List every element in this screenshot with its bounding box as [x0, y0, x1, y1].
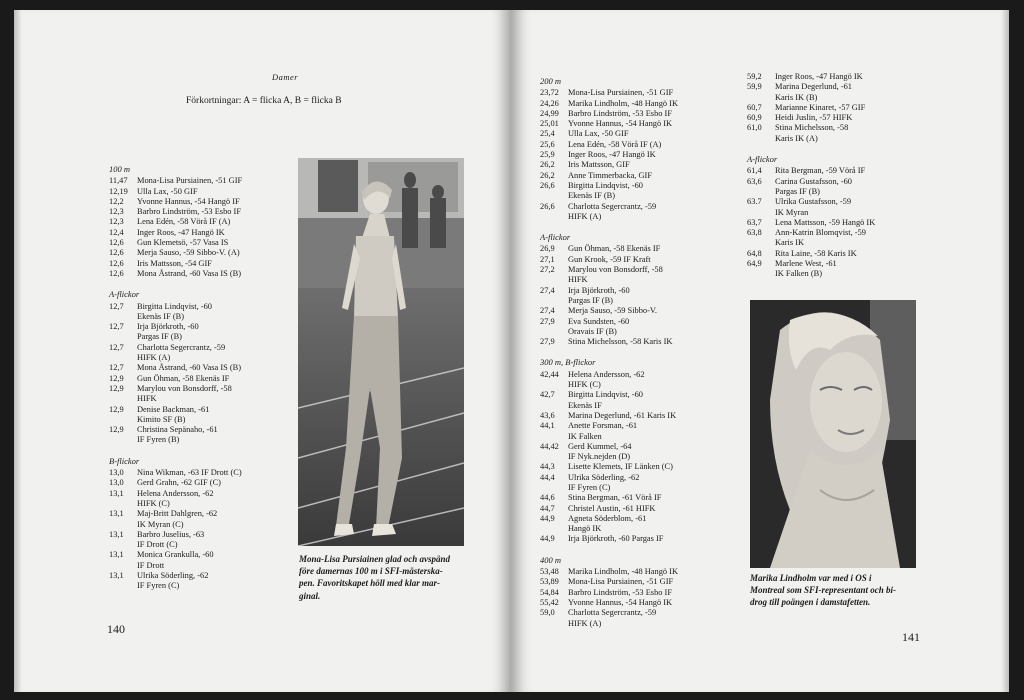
athlete-club-line: HIFK (A) [568, 618, 602, 628]
result-entry [109, 187, 299, 197]
result-entry [109, 343, 299, 353]
result-time: 24,99 [540, 108, 559, 118]
athlete-line: Charlotta Segercrantz, -59 [568, 201, 657, 211]
result-time: 63.7 [747, 197, 762, 207]
result-time: 53,48 [540, 567, 559, 577]
result-time: 13,1 [109, 570, 124, 580]
result-time: 12,9 [109, 425, 124, 435]
result-time: 44,7 [540, 503, 555, 513]
athlete-line: Maj-Britt Dahlgren, -62 [137, 509, 218, 519]
athlete-line: Barbro Lindström, -53 Esbo IF [137, 207, 241, 217]
right-results-column-2 [747, 72, 957, 290]
athlete-club-line: Kimito SF (B) [137, 414, 186, 424]
athlete-line: Carina Gustafsson, -60 [775, 176, 852, 186]
athlete-line: Birgitta Lindqvist, -60 [137, 301, 212, 311]
left-results-column [109, 164, 299, 602]
result-entry [747, 82, 957, 92]
result-time: 59,0 [540, 608, 555, 618]
result-entry [540, 181, 760, 191]
athlete-line: Yvonne Hannus, -54 Hangö IK [568, 119, 673, 129]
result-entry [540, 265, 760, 275]
result-time: 27,1 [540, 254, 555, 264]
result-time: 12,9 [109, 404, 124, 414]
result-entry [540, 202, 760, 212]
result-entry [109, 374, 299, 384]
result-time: 25,4 [540, 129, 555, 139]
result-entry [540, 588, 760, 598]
section-title: 300 m, B-flickor [540, 357, 596, 368]
athlete-club-line: Ekenäs IF (B) [568, 191, 615, 201]
result-entry [540, 171, 760, 181]
result-time: 60,9 [747, 113, 762, 123]
result-time: 13,0 [109, 468, 124, 478]
result-time: 13,1 [109, 550, 124, 560]
athlete-line: Ulla Lax, -50 GIF [568, 129, 629, 139]
athlete-line: Helena Andersson, -62 [568, 369, 645, 379]
athlete-club-line: IK Myran [775, 207, 809, 217]
result-entry [540, 255, 760, 265]
result-entry [747, 72, 957, 82]
result-time: 12,6 [109, 248, 124, 258]
athlete-line: Mona Åstrand, -60 Vasa IS (B) [137, 268, 242, 278]
result-time: 12,6 [109, 258, 124, 268]
result-entry [540, 129, 760, 139]
result-entry [109, 571, 299, 581]
athlete-club-line: Karis IK (A) [775, 133, 818, 143]
athlete-club-line: HIFK [137, 394, 157, 404]
abbreviation-note: Förkortningar: A = flicka A, B = flicka B [186, 96, 342, 106]
result-entry [540, 337, 760, 347]
result-time: 26,2 [540, 160, 555, 170]
athlete-line: Yvonne Hannus, -54 Hangö IK [568, 597, 673, 607]
result-time: 64,8 [747, 248, 762, 258]
result-entry [109, 259, 299, 269]
athlete-line: Christina Sepänaho, -61 [137, 425, 218, 435]
result-time: 12,7 [109, 342, 124, 352]
athlete-club-line: Hangö IK [568, 524, 602, 534]
section-title: 200 m [540, 76, 562, 86]
athlete-club-line: IF Fyren (C) [137, 581, 180, 591]
athlete-line: Stina Bergman, -61 Vörå IF [568, 493, 662, 503]
athlete-line: Anne Timmerbacka, GIF [568, 170, 652, 180]
result-entry [747, 249, 957, 259]
athlete-line: Ann-Katrin Blomqvist, -59 [775, 228, 866, 238]
result-entry [540, 306, 760, 316]
result-time: 63,6 [747, 176, 762, 186]
result-time: 11,47 [109, 176, 128, 186]
result-entry [540, 473, 760, 483]
result-time: 44,1 [540, 421, 555, 431]
result-time: 25,9 [540, 150, 555, 160]
athlete-line: Marika Lindholm, -48 Hangö IK [568, 567, 679, 577]
athlete-line: Helena Andersson, -62 [137, 488, 214, 498]
result-time: 12,19 [109, 186, 128, 196]
result-entry [747, 228, 957, 238]
athlete-line: Marlene West, -61 [775, 259, 837, 269]
athlete-club-line: HIFK [568, 275, 588, 285]
result-entry [747, 259, 957, 269]
result-entry [747, 103, 957, 113]
athlete-club-line: Ekenäs IF [568, 400, 602, 410]
athlete-line: Gun Öhman, -58 Ekenäs IF [568, 244, 661, 254]
result-entry [109, 509, 299, 519]
athlete-line: Lena Edén, -58 Vörå IF (A) [137, 217, 231, 227]
result-entry [109, 363, 299, 373]
caption-line: drog till poängen i damstafetten. [750, 597, 871, 608]
athlete-line: Ulla Lax, -50 GIF [137, 186, 198, 196]
result-time: 59,9 [747, 82, 762, 92]
results-section [540, 76, 760, 222]
result-entry [747, 177, 957, 187]
result-entry [109, 384, 299, 394]
athlete-line: Eva Sundsten, -60 [568, 316, 630, 326]
result-time: 43,6 [540, 410, 555, 420]
result-time: 12,6 [109, 268, 124, 278]
result-time: 12,7 [109, 363, 124, 373]
results-section [747, 72, 957, 144]
athlete-club-line: Oravais IF (B) [568, 326, 617, 336]
result-time: 23,72 [540, 88, 559, 98]
athlete-line: Iris Mattsson, GIF [568, 160, 630, 170]
result-time: 61,4 [747, 166, 762, 176]
result-time: 59,2 [747, 72, 762, 81]
athlete-club-line: HIFK (C) [568, 380, 601, 390]
result-entry [540, 442, 760, 452]
athlete-club-line: IF Nyk.nejden (D) [568, 452, 631, 462]
result-time: 12,2 [109, 196, 124, 206]
athlete-line: Merja Sauso, -59 Sibbo-V. (A) [137, 248, 240, 258]
result-entry [109, 550, 299, 560]
athlete-line: Monica Grankulla, -60 [137, 550, 214, 560]
result-time: 44,4 [540, 472, 555, 482]
result-time: 24,26 [540, 98, 559, 108]
athlete-line: Anette Forsman, -61 [568, 421, 638, 431]
athlete-line: Gerd Kummel, -64 [568, 441, 632, 451]
result-time: 63,8 [747, 228, 762, 238]
athlete-line: Irja Björkroth, -60 [137, 322, 199, 332]
athlete-line: Irja Björkroth, -60 [568, 285, 630, 295]
result-entry [540, 99, 760, 109]
result-entry [109, 228, 299, 238]
athlete-line: Inger Roos, -47 Hangö IK [775, 72, 863, 81]
result-time: 54,84 [540, 587, 559, 597]
athlete-line: Marina Degerlund, -61 Karis IK [568, 410, 677, 420]
result-entry [540, 577, 760, 587]
running-head: Damer [272, 72, 299, 82]
result-entry [109, 302, 299, 312]
athlete-line: Birgitta Lindqvist, -60 [568, 180, 643, 190]
result-entry [109, 197, 299, 207]
photo-caption-right [750, 572, 922, 609]
athlete-line: Christel Austin, -61 HIFK [568, 503, 656, 513]
result-time: 26,6 [540, 201, 555, 211]
athlete-line: Mona-Lisa Pursiainen, -51 GIF [568, 88, 674, 98]
caption-line: Marika Lindholm var med i OS i [750, 573, 872, 583]
athlete-line: Ulrika Söderling, -62 [568, 472, 640, 482]
athlete-line: Lisette Klemets, IF Länken (C) [568, 462, 673, 472]
results-section [540, 232, 760, 347]
result-entry [540, 567, 760, 577]
section-title: A-flickor [747, 154, 778, 165]
athlete-club-line: Pargas IF (B) [137, 332, 182, 342]
results-section [747, 154, 957, 280]
result-time: 55,42 [540, 597, 559, 607]
result-entry [540, 608, 760, 618]
athlete-club-line: Karis IK [775, 238, 805, 248]
caption-line: ginal. [299, 590, 321, 601]
page-number-right: 141 [902, 630, 920, 644]
page-number-left: 140 [107, 622, 125, 636]
result-entry [109, 468, 299, 478]
result-entry [540, 411, 760, 421]
photo-caption-left [299, 553, 469, 602]
result-entry [109, 176, 299, 186]
result-time: 27,9 [540, 316, 555, 326]
results-section [109, 456, 299, 592]
athlete-club-line: HIFK (C) [137, 498, 170, 508]
result-time: 27,4 [540, 306, 555, 316]
result-time: 42,7 [540, 390, 555, 400]
result-entry [109, 530, 299, 540]
athlete-club-line: HIFK (A) [137, 353, 171, 363]
caption-line: Montreal som SFI-representant och bi- [750, 585, 897, 596]
result-entry [540, 462, 760, 472]
result-time: 13,1 [109, 529, 124, 539]
athlete-line: Inger Roos, -47 Hangö IK [137, 227, 225, 237]
result-time: 12,7 [109, 301, 124, 311]
result-time: 27,2 [540, 265, 555, 275]
athlete-photo-pursiainen [298, 158, 464, 546]
athlete-line: Mona-Lisa Pursiainen, -51 GIF [568, 577, 674, 587]
athlete-club-line: IK Falken (B) [775, 269, 822, 279]
result-time: 26,2 [540, 170, 555, 180]
results-section [109, 164, 299, 279]
caption-line: Mona-Lisa Pursiainen glad och avspänd [299, 554, 451, 564]
section-title: A-flickor [540, 232, 571, 243]
athlete-line: Birgitta Lindqvist, -60 [568, 390, 643, 400]
athlete-club-line: Pargas IF (B) [568, 295, 613, 305]
result-entry [540, 421, 760, 431]
result-entry [540, 598, 760, 608]
athlete-line: Gun Öhman, -58 Ekenäs IF [137, 373, 230, 383]
result-entry [540, 119, 760, 129]
athlete-club-line: IF Fyren (B) [137, 435, 180, 445]
result-entry [109, 489, 299, 499]
right-page [511, 10, 1009, 692]
athlete-line: Barbro Juselius, -63 [137, 529, 205, 539]
athlete-line: Iris Mattsson, -54 GIF [137, 258, 212, 268]
athlete-line: Gun Klemetsö, -57 Vasa IS [137, 238, 229, 248]
result-entry [109, 207, 299, 217]
result-time: 53,89 [540, 577, 559, 587]
result-entry [540, 370, 760, 380]
athlete-club-line: Karis IK (B) [775, 92, 818, 102]
result-entry [540, 534, 760, 544]
result-time: 13,1 [109, 488, 124, 498]
result-time: 26,9 [540, 244, 555, 254]
result-time: 63,7 [747, 217, 762, 227]
athlete-line: Barbro Lindström, -53 Esbo IF [568, 108, 672, 118]
athlete-line: Rita Laine, -58 Karis IK [775, 248, 857, 258]
result-entry [109, 269, 299, 279]
athlete-line: Charlotta Segercrantz, -59 [137, 342, 226, 352]
result-entry [109, 322, 299, 332]
athlete-line: Yvonne Hannus, -54 Hangö IF [137, 196, 240, 206]
result-entry [540, 286, 760, 296]
athlete-line: Barbro Lindström, -53 Esbo IF [568, 587, 672, 597]
result-entry [540, 140, 760, 150]
result-entry [540, 493, 760, 503]
result-entry [109, 238, 299, 248]
result-time: 12,3 [109, 207, 124, 217]
results-section [540, 357, 760, 544]
section-title: A-flickor [109, 289, 140, 300]
athlete-line: Gerd Grahn, -62 GIF (C) [137, 478, 221, 488]
result-time: 42,44 [540, 369, 559, 379]
athlete-line: Stina Michelsson, -58 Karis IK [568, 337, 673, 347]
athlete-line: Merja Sauso, -59 Sibbo-V. [568, 306, 657, 316]
result-entry [747, 197, 957, 207]
result-time: 27,9 [540, 337, 555, 347]
result-entry [540, 160, 760, 170]
athlete-line: Denise Backman, -61 [137, 404, 210, 414]
result-entry [109, 405, 299, 415]
result-time: 44,6 [540, 493, 555, 503]
result-entry [540, 504, 760, 514]
result-entry [540, 88, 760, 98]
result-entry [540, 150, 760, 160]
athlete-line: Ulrika Söderling, -62 [137, 570, 209, 580]
athlete-club-line: IF Drott (C) [137, 540, 178, 550]
result-time: 44,42 [540, 441, 559, 451]
result-time: 44,9 [540, 513, 555, 523]
result-entry [109, 478, 299, 488]
result-time: 26,6 [540, 180, 555, 190]
athlete-line: Nina Wikman, -63 IF Drott (C) [137, 468, 242, 478]
result-time: 25,6 [540, 139, 555, 149]
athlete-line: Marylou von Bonsdorff, -58 [137, 383, 232, 393]
result-time: 60,7 [747, 102, 762, 112]
result-time: 12,4 [109, 227, 124, 237]
result-time: 44,9 [540, 534, 555, 544]
result-entry [747, 218, 957, 228]
athlete-club-line: IF Drott [137, 560, 165, 570]
athlete-club-line: IF Fyren (C) [568, 482, 611, 492]
result-time: 13,1 [109, 509, 124, 519]
athlete-line: Charlotta Segercrantz, -59 [568, 608, 657, 618]
athlete-line: Mona-Lisa Pursiainen, -51 GIF [137, 176, 243, 186]
result-time: 27,4 [540, 285, 555, 295]
athlete-line: Marina Degerlund, -61 [775, 82, 852, 92]
results-section [540, 555, 760, 629]
result-time: 12,6 [109, 238, 124, 248]
athlete-line: Lena Edén, -58 Vörå IF (A) [568, 139, 662, 149]
caption-line: pen. Favoritskapet höll med klar mar- [299, 578, 441, 589]
result-entry [540, 244, 760, 254]
result-time: 12,3 [109, 217, 124, 227]
result-entry [540, 109, 760, 119]
athlete-line: Stina Michelsson, -58 [775, 123, 849, 133]
section-title: 100 m [109, 164, 131, 174]
result-entry [540, 514, 760, 524]
results-section [109, 289, 299, 445]
result-time: 61,0 [747, 123, 762, 133]
result-entry [540, 317, 760, 327]
athlete-line: Irja Björkroth, -60 Pargas IF [568, 534, 664, 544]
result-time: 12,9 [109, 373, 124, 383]
result-time: 25,01 [540, 119, 559, 129]
athlete-line: Lena Mattsson, -59 Hangö IK [775, 217, 876, 227]
result-time: 12,7 [109, 322, 124, 332]
athlete-line: Marianne Kinaret, -57 GIF [775, 102, 866, 112]
result-entry [109, 217, 299, 227]
athlete-line: Gun Krook, -59 IF Kraft [568, 254, 651, 264]
result-time: 44,3 [540, 462, 555, 472]
athlete-club-line: IK Falken [568, 431, 602, 441]
result-entry [540, 390, 760, 400]
caption-line: före damernas 100 m i SFI-mästerska- [299, 566, 443, 577]
right-results-column-1 [540, 76, 760, 639]
athlete-line: Agneta Söderblom, -61 [568, 513, 647, 523]
athlete-photo-lindholm [750, 300, 916, 568]
athlete-line: Marika Lindholm, -48 Hangö IK [568, 98, 679, 108]
result-entry [747, 113, 957, 123]
section-title: 400 m [540, 554, 562, 565]
athlete-line: Rita Bergman, -59 Vörå IF [775, 166, 866, 176]
result-entry [109, 425, 299, 435]
section-title: B-flickor [109, 455, 140, 466]
athlete-line: Ulrika Gustafsson, -59 [775, 197, 852, 207]
result-entry [747, 166, 957, 176]
left-page [14, 10, 511, 692]
athlete-club-line: IK Myran (C) [137, 519, 184, 529]
result-entry [109, 248, 299, 258]
athlete-line: Mona Åstrand, -60 Vasa IS (B) [137, 363, 242, 373]
result-time: 13,0 [109, 478, 124, 488]
result-entry [747, 123, 957, 133]
athlete-line: Heidi Juslin, -57 HIFK [775, 113, 853, 123]
athlete-line: Marylou von Bonsdorff, -58 [568, 265, 663, 275]
result-time: 64,9 [747, 259, 762, 269]
athlete-club-line: Pargas IF (B) [775, 186, 820, 196]
athlete-club-line: Ekenäs IF (B) [137, 311, 184, 321]
athlete-club-line: HIFK (A) [568, 211, 602, 221]
athlete-line: Inger Roos, -47 Hangö IK [568, 150, 656, 160]
result-time: 12,9 [109, 383, 124, 393]
